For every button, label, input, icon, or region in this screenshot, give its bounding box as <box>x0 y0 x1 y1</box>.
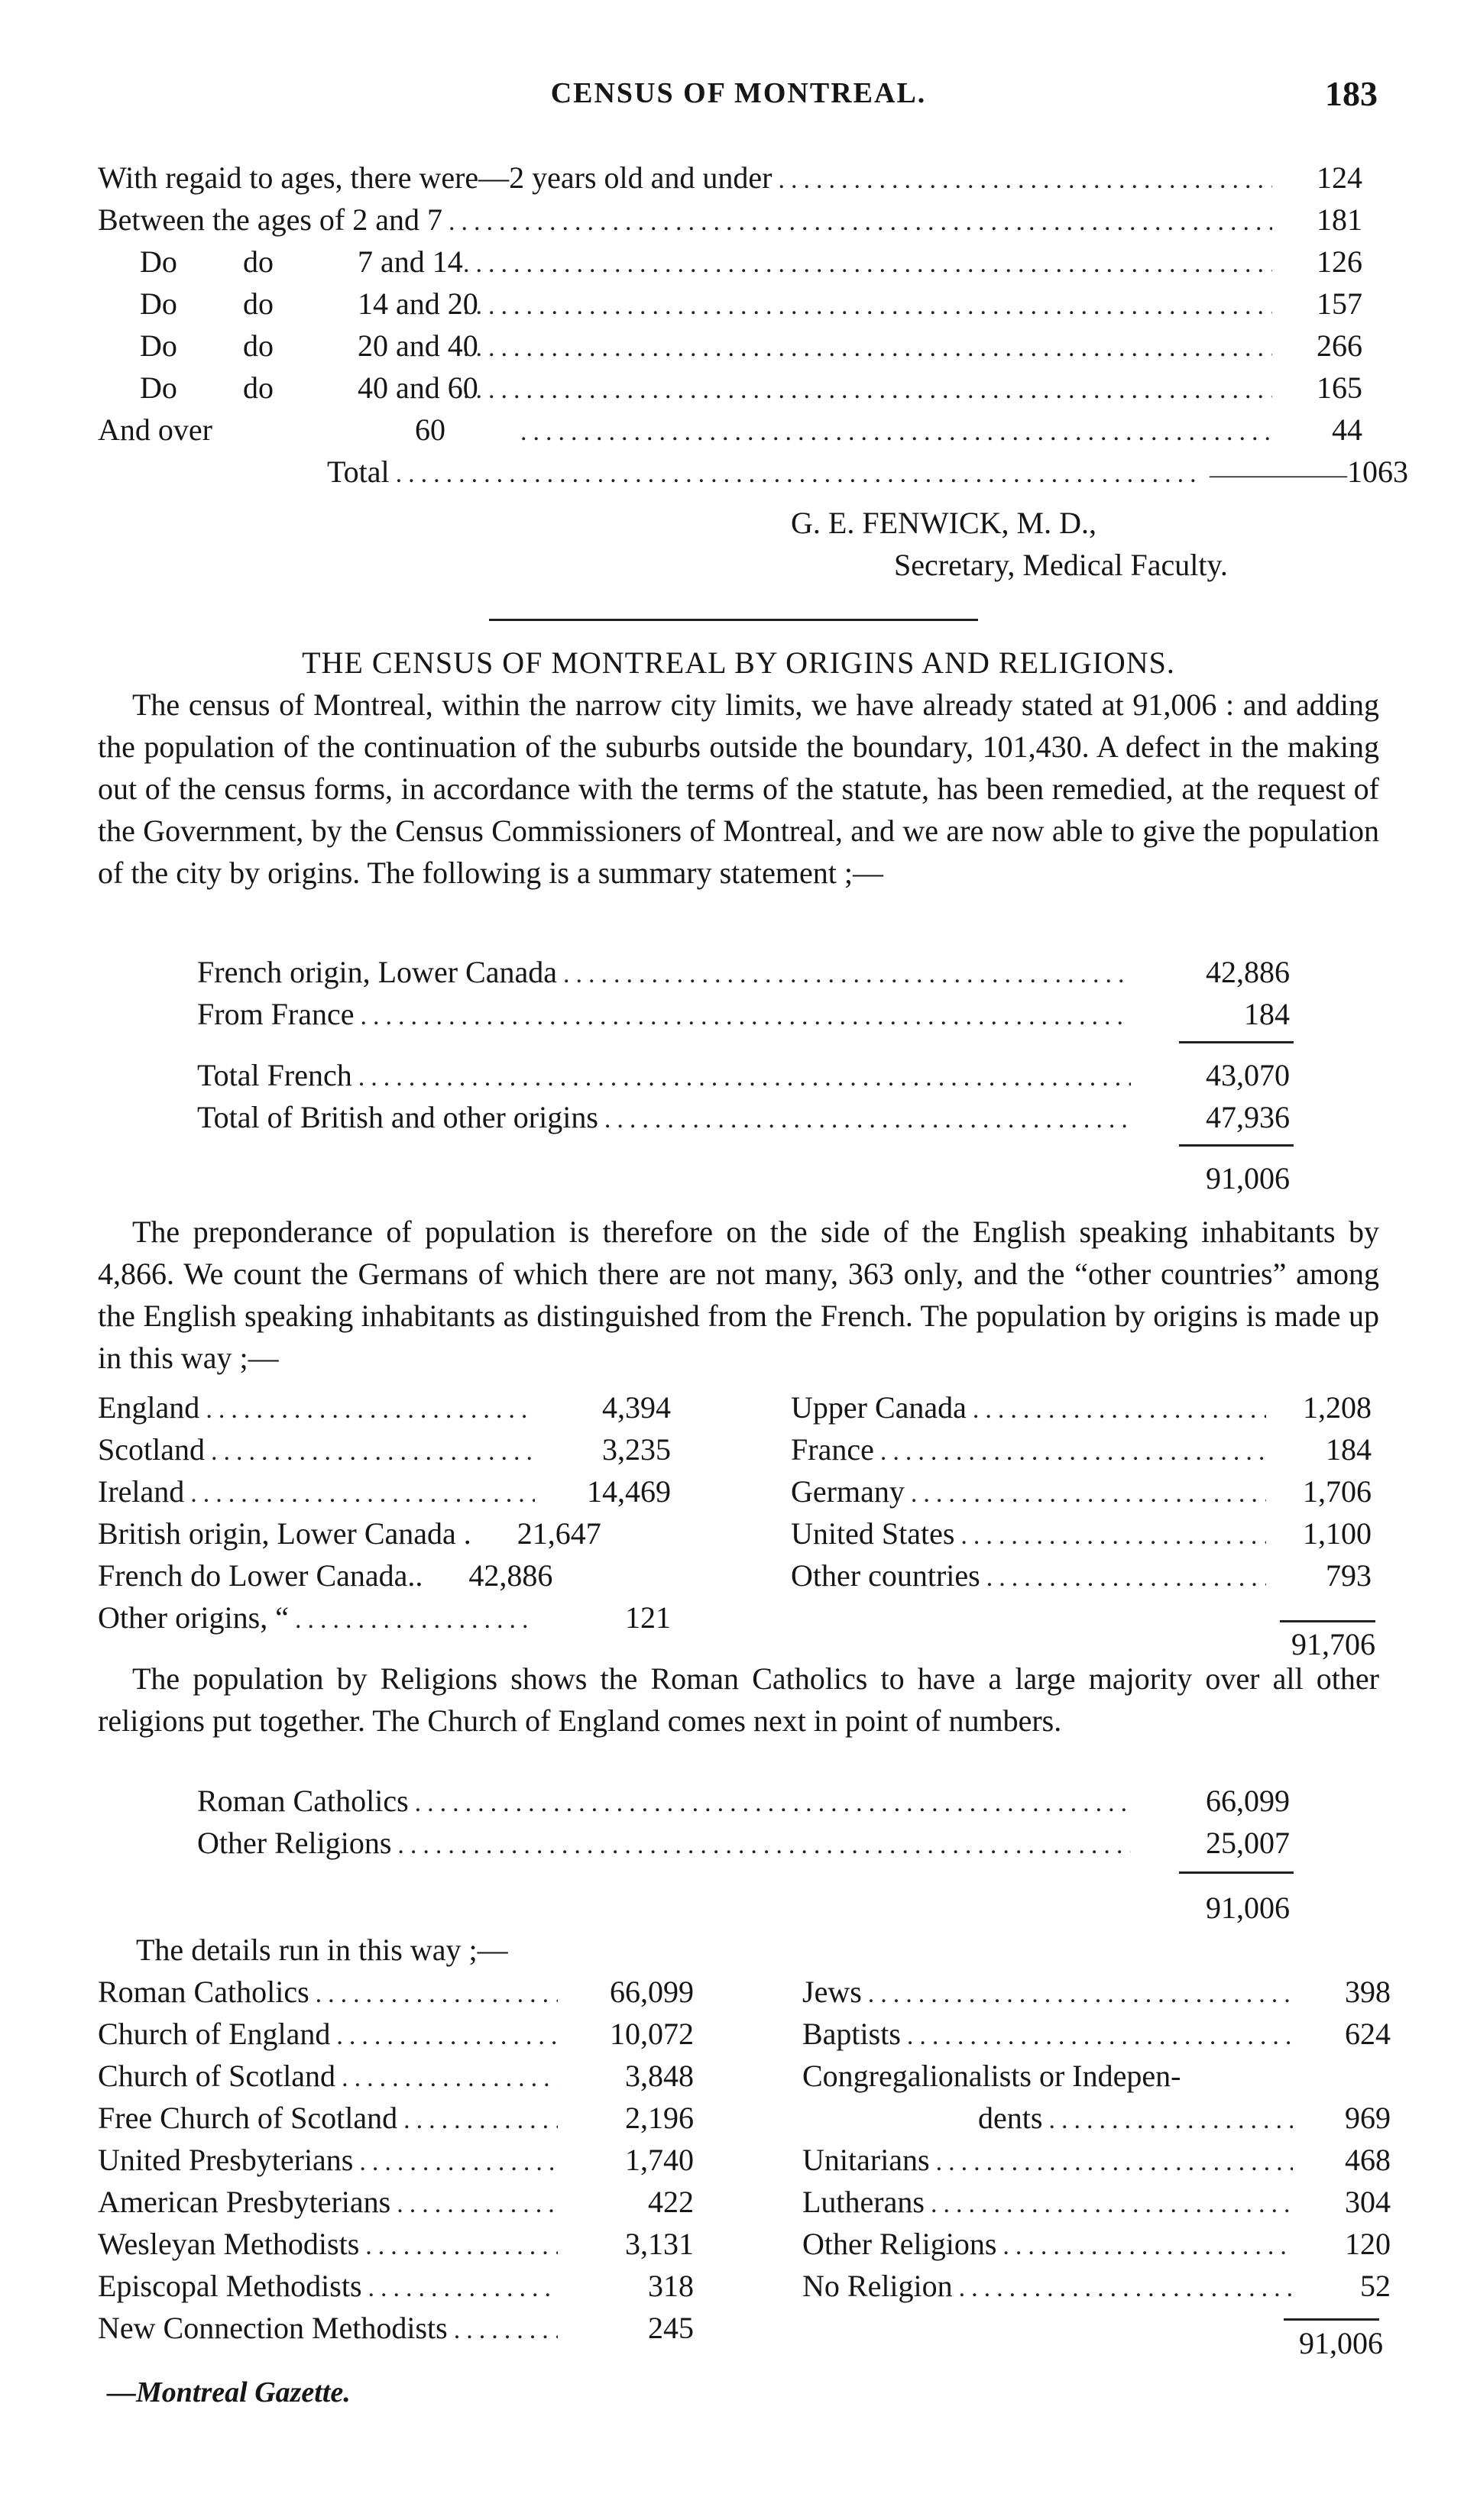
leader-dots <box>779 159 1273 201</box>
ages-row-label: Do <box>140 370 177 405</box>
religion-row <box>98 2055 694 2097</box>
ages-row-label: Do <box>140 328 177 363</box>
summary-row <box>197 951 1290 993</box>
ages-total-row <box>98 451 1408 493</box>
source-credit: —Montreal Gazette. <box>107 2376 351 2408</box>
origin-label: Upper Canada <box>791 1390 967 1425</box>
origin-value: 4,394 <box>602 1390 671 1425</box>
religion-row <box>98 2013 694 2055</box>
religion-label: United Presbyterians <box>98 2143 354 2177</box>
religion-label: Congregalionalists or Indepen- <box>802 2059 1181 2093</box>
leader-dots <box>563 953 1131 995</box>
religion-row <box>98 1971 694 2013</box>
origin-label: Other countries <box>791 1558 980 1593</box>
ages-row <box>98 367 1362 409</box>
leader-dots <box>190 1473 535 1515</box>
origin-value: 121 <box>625 1600 671 1635</box>
leader-dots <box>368 2267 558 2309</box>
ages-row-label: With regaid to ages, there were—2 years old and under <box>98 160 773 195</box>
leader-dots <box>931 2183 1293 2225</box>
leader-dots <box>206 1389 535 1431</box>
religion-value: 468 <box>1345 2143 1391 2177</box>
religion-value: 969 <box>1345 2101 1391 2135</box>
origin-value: 793 <box>1326 1558 1372 1593</box>
religion-value: 245 <box>648 2311 694 2345</box>
origin-value: 184 <box>1326 1432 1372 1467</box>
religion-label: Episcopal Methodists <box>98 2269 362 2303</box>
origins-detail-left <box>98 1386 671 1638</box>
leader-dots <box>463 369 1272 411</box>
ages-row-ditto: do <box>243 370 274 405</box>
origin-label: British origin, Lower Canada . <box>98 1516 471 1551</box>
ages-row <box>98 325 1362 367</box>
summary-total-value: 91,006 <box>1206 1891 1290 1925</box>
leader-dots <box>415 1782 1131 1824</box>
ages-total-value: ——— 1063 <box>1278 451 1362 496</box>
signature-title: Secretary, Medical Faculty. <box>894 548 1228 582</box>
origin-row <box>98 1512 671 1554</box>
sum-rule <box>1179 1144 1294 1147</box>
ages-row-value: 44 <box>1332 412 1362 447</box>
leader-dots <box>463 243 1272 285</box>
religion-label: Lutherans <box>802 2185 925 2219</box>
leader-dots <box>1048 2099 1293 2141</box>
leader-dots <box>295 1599 535 1641</box>
origin-row <box>791 1554 1372 1596</box>
leader-dots <box>449 201 1272 243</box>
religion-label: No Religion <box>802 2269 953 2303</box>
origin-label: French do Lower Canada.. <box>98 1558 423 1593</box>
summary-row-label: Total French <box>197 1058 352 1092</box>
leader-dots <box>463 327 1272 369</box>
leader-dots <box>359 2141 558 2183</box>
leader-dots <box>454 2309 558 2351</box>
leader-dots <box>463 285 1272 327</box>
ages-row <box>98 157 1362 199</box>
summary-row-label: French origin, Lower Canada <box>197 955 557 989</box>
religion-value: 3,848 <box>625 2059 694 2093</box>
summary-row-label: Roman Catholics <box>197 1784 409 1818</box>
origin-label: Ireland <box>98 1474 185 1509</box>
origins-detail-total: 91,706 <box>1291 1627 1375 1661</box>
religion-label: Baptists <box>802 2017 901 2051</box>
religion-row <box>802 1971 1391 2013</box>
ages-total-dash <box>1210 451 1278 496</box>
ages-row-value: 124 <box>1317 160 1362 195</box>
origin-label: United States <box>791 1516 955 1551</box>
ages-row-range: 20 and 40 <box>358 328 478 363</box>
religion-row <box>98 2307 694 2349</box>
summary-total-value: 91,006 <box>1206 1161 1290 1195</box>
religion-row <box>802 2055 1391 2097</box>
origin-row <box>791 1386 1372 1428</box>
ages-row <box>98 241 1362 283</box>
religion-label: Free Church of Scotland <box>98 2101 398 2135</box>
religion-row <box>802 2139 1391 2181</box>
origin-value: 21,647 <box>517 1516 601 1551</box>
leader-dots <box>907 2015 1293 2057</box>
origin-label: Other origins, “ <box>98 1600 289 1635</box>
religion-value: 422 <box>648 2185 694 2219</box>
religion-value: 1,740 <box>625 2143 694 2177</box>
origin-value: 1,208 <box>1303 1390 1372 1425</box>
paragraph: The census of Montreal, within the narrow city limits, we have already stated at 91,006 : and adding the population of the continuation of the suburbs outside the boundary, 101,430. A defect in the making out of the census forms, in accordance with the terms of the statute, has been remedied, at the request of the Government, by the Census Commissioners of Montreal, and we are now able to give the population of the city by origins. The following is a summary statement ;— <box>98 687 1379 890</box>
religion-row <box>98 2181 694 2223</box>
origin-value: 1,706 <box>1303 1474 1372 1509</box>
ages-row-value: 181 <box>1317 202 1362 237</box>
origins-detail-right <box>791 1386 1372 1596</box>
origin-label: England <box>98 1390 200 1425</box>
religion-value: 120 <box>1345 2227 1391 2261</box>
religion-value: 304 <box>1345 2185 1391 2219</box>
origin-label: Scotland <box>98 1432 205 1467</box>
religion-value: 2,196 <box>625 2101 694 2135</box>
summary-total-row <box>197 1887 1290 1929</box>
origin-row <box>791 1470 1372 1512</box>
religion-label: Jews <box>802 1975 862 2009</box>
leader-dots <box>911 1473 1266 1515</box>
origin-row <box>98 1596 671 1638</box>
origin-row <box>791 1512 1372 1554</box>
origin-row <box>98 1554 671 1596</box>
religion-label: Church of England <box>98 2017 331 2051</box>
leader-dots <box>1002 2225 1293 2267</box>
origin-value: 42,886 <box>468 1558 553 1593</box>
details-intro: The details run in this way ;— <box>136 1933 508 1967</box>
ages-row-value: 126 <box>1317 244 1362 279</box>
leader-dots <box>365 2225 558 2267</box>
leader-dots <box>336 2015 558 2057</box>
leader-dots <box>397 1824 1131 1866</box>
ages-row <box>98 409 1362 451</box>
page-number: 183 <box>1325 74 1378 113</box>
ages-row-label: Do <box>140 244 177 279</box>
religion-summary-table <box>197 1780 1290 1929</box>
origin-row <box>98 1428 671 1470</box>
religion-detail-left <box>98 1971 694 2349</box>
summary-row-label: Total of British and other origins <box>197 1100 598 1134</box>
leader-dots <box>316 1973 558 2015</box>
ages-total-label: Total <box>327 455 390 489</box>
religion-row <box>802 2097 1391 2139</box>
religion-detail-right <box>802 1971 1391 2307</box>
religion-label: Wesleyan Methodists <box>98 2227 360 2261</box>
ages-row-value: 266 <box>1317 328 1362 363</box>
ages-row-ditto: do <box>243 328 274 363</box>
leader-dots <box>403 2099 558 2141</box>
leader-dots <box>936 2141 1293 2183</box>
religion-row <box>802 2223 1391 2265</box>
ages-row-label: Do <box>140 286 177 321</box>
summary-row <box>197 1054 1290 1096</box>
ages-row-range: 40 and 60 <box>358 370 478 405</box>
religion-value: 52 <box>1360 2269 1391 2303</box>
leader-dots <box>358 1056 1131 1098</box>
sum-rule <box>1179 1041 1294 1043</box>
ages-row-range: 60 <box>415 412 445 447</box>
leader-dots <box>880 1431 1266 1473</box>
ages-row-ditto: do <box>243 244 274 279</box>
ages-row-label: Between the ages of 2 and 7 <box>98 202 442 237</box>
religion-row <box>98 2265 694 2307</box>
ages-row-ditto <box>358 409 415 451</box>
ages-row-range: 14 and 20 <box>358 286 478 321</box>
religion-value: 66,099 <box>610 1975 694 2009</box>
origin-row <box>98 1386 671 1428</box>
religion-row <box>802 2265 1391 2307</box>
sum-rule <box>1179 1871 1294 1874</box>
religion-label: Unitarians <box>802 2143 930 2177</box>
leader-dots <box>211 1431 535 1473</box>
leader-dots <box>520 411 1272 453</box>
paragraph: The population by Religions shows the Roman Catholics to have a large majority over all other religions put together. The Church of England comes next in point of numbers. <box>98 1661 1379 1738</box>
origin-row <box>791 1428 1372 1470</box>
religion-label: American Presbyterians <box>98 2185 391 2219</box>
summary-row <box>197 1096 1290 1138</box>
religion-row <box>98 2097 694 2139</box>
leader-dots <box>342 2057 558 2099</box>
origin-row <box>98 1470 671 1512</box>
religion-row <box>98 2223 694 2265</box>
religion-label: Roman Catholics <box>98 1975 309 2009</box>
summary-row-value: 184 <box>1244 997 1290 1031</box>
origin-label: Germany <box>791 1474 905 1509</box>
paragraph: The preponderance of population is therefore on the side of the English speaking inhabitants by 4,866. We count the Germans of which there are not many, 363 only, and the “other countries” among the English speaking inhabitants as distinguished from the French. The population by origins is made up in this way ;— <box>98 1215 1379 1375</box>
leader-dots <box>868 1973 1293 2015</box>
leader-dots <box>361 995 1131 1037</box>
religion-row <box>98 2139 694 2181</box>
signature-name: G. E. FENWICK, M. D., <box>791 506 1096 540</box>
page-header <box>0 73 1477 118</box>
origin-value: 14,469 <box>587 1474 671 1509</box>
leader-dots <box>397 2183 558 2225</box>
religion-row <box>802 2181 1391 2223</box>
origin-label: France <box>791 1432 874 1467</box>
ages-row-label: And over <box>98 412 212 447</box>
ages-row-range: 7 and 14 <box>358 244 463 279</box>
summary-row <box>197 1780 1290 1822</box>
religion-value: 3,131 <box>625 2227 694 2261</box>
leader-dots <box>960 1515 1266 1557</box>
summary-row <box>197 993 1290 1035</box>
summary-row-value: 42,886 <box>1206 955 1290 989</box>
religion-value: 10,072 <box>610 2017 694 2051</box>
summary-row-label: Other Religions <box>197 1826 392 1860</box>
summary-row-value: 47,936 <box>1206 1100 1290 1134</box>
summary-total-row <box>197 1157 1290 1199</box>
ages-row <box>98 283 1362 325</box>
ages-row-value: 165 <box>1317 370 1362 405</box>
summary-row-value: 25,007 <box>1206 1826 1290 1860</box>
ages-row-value: 157 <box>1317 286 1362 321</box>
religion-label: Other Religions <box>802 2227 997 2261</box>
ages-row <box>98 199 1362 241</box>
origins-summary-table <box>197 951 1290 1199</box>
summary-row-value: 66,099 <box>1206 1784 1290 1818</box>
religion-label: dents <box>978 2101 1043 2135</box>
ages-row-ditto: do <box>243 286 274 321</box>
religion-value: 398 <box>1345 1975 1391 2009</box>
section-divider <box>489 619 978 621</box>
origin-value: 3,235 <box>602 1432 671 1467</box>
religion-label: Church of Scotland <box>98 2059 336 2093</box>
religion-detail-total: 91,006 <box>1299 2326 1383 2360</box>
religion-label: New Connection Methodists <box>98 2311 448 2345</box>
ages-table <box>98 157 1408 493</box>
leader-dots <box>396 453 1203 495</box>
summary-row-value: 43,070 <box>1206 1058 1290 1092</box>
leader-dots <box>604 1098 1131 1140</box>
religion-value: 624 <box>1345 2017 1391 2051</box>
leader-dots <box>986 1557 1266 1599</box>
running-title: CENSUS OF MONTREAL. <box>550 77 927 109</box>
summary-row <box>197 1822 1290 1864</box>
religion-row <box>802 2013 1391 2055</box>
total-rule <box>1280 1620 1375 1622</box>
section-title: THE CENSUS OF MONTREAL BY ORIGINS AND RELIGIONS. <box>302 645 1175 680</box>
total-rule <box>1284 2318 1379 2321</box>
origin-value: 1,100 <box>1303 1516 1372 1551</box>
leader-dots <box>959 2267 1293 2309</box>
leader-dots <box>973 1389 1266 1431</box>
religion-value: 318 <box>648 2269 694 2303</box>
summary-row-label: From France <box>197 997 355 1031</box>
